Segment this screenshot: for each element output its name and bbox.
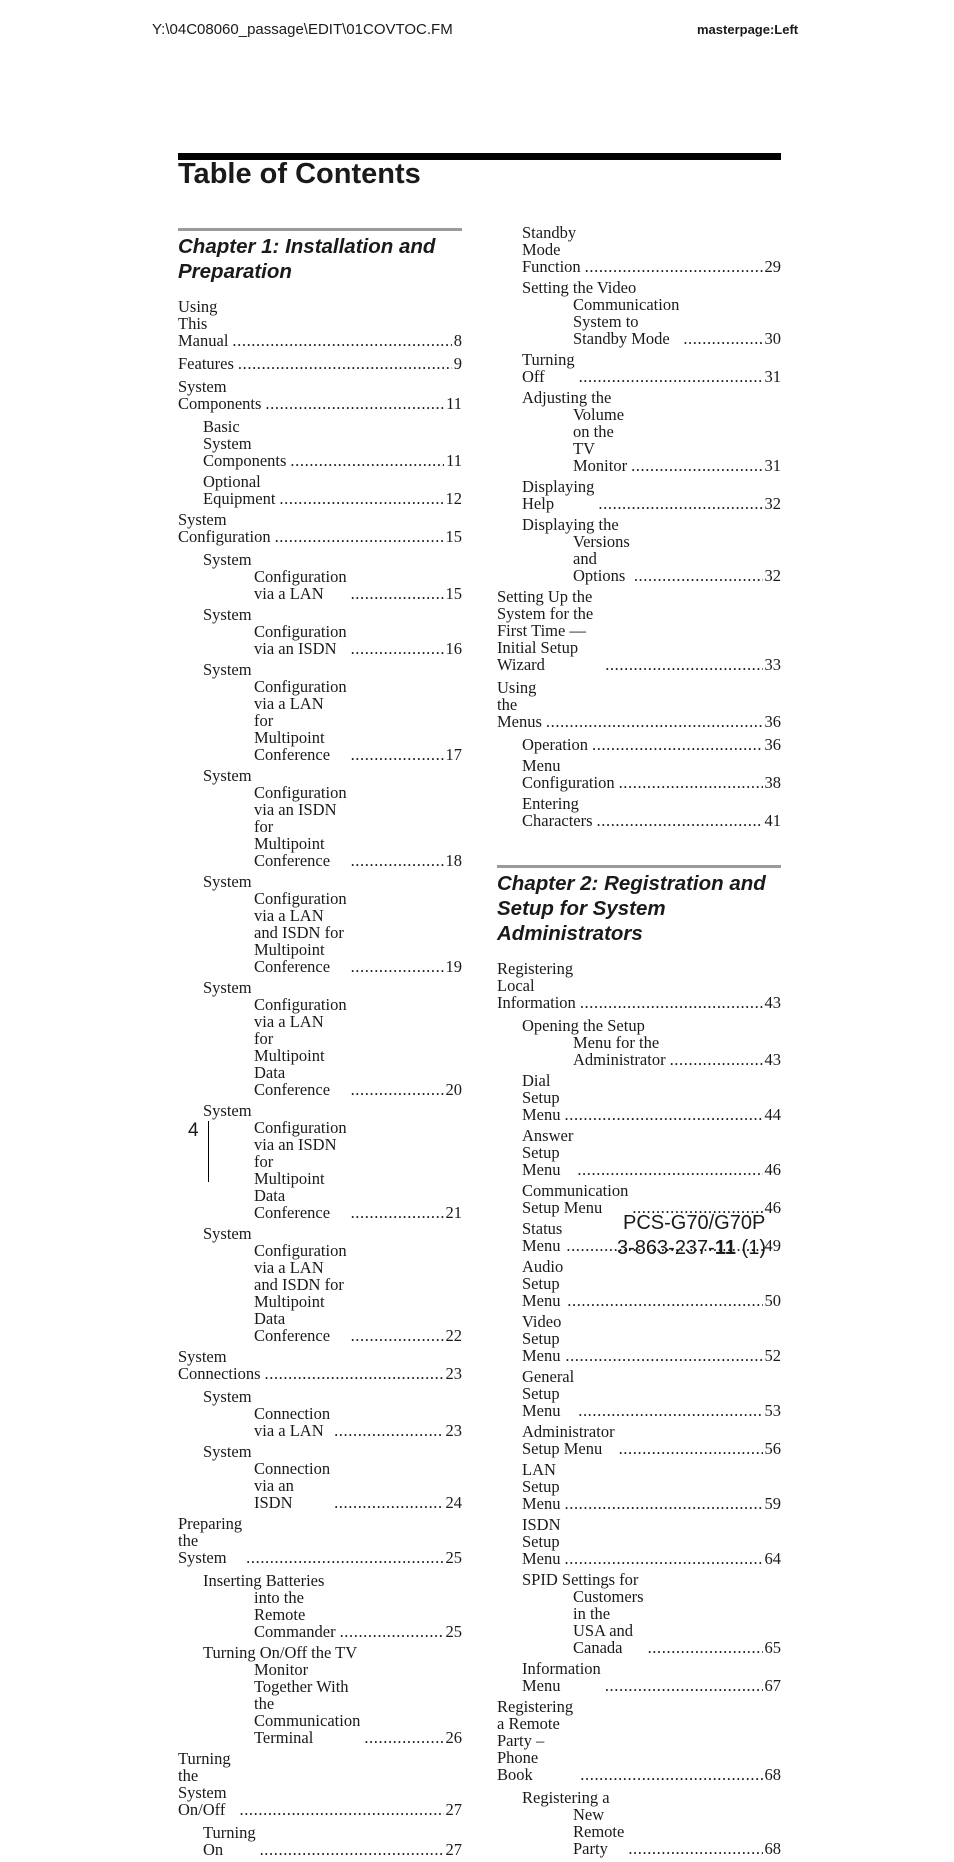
leader-dots (238, 355, 452, 372)
toc-page-number: 11 (446, 451, 462, 470)
leader-dots (683, 330, 762, 347)
toc-entry[interactable] (497, 1698, 781, 1783)
toc-page-number: 36 (764, 712, 781, 731)
leader-dots (592, 736, 763, 753)
toc-entry[interactable] (497, 588, 781, 673)
toc-page-number: 26 (445, 1728, 462, 1747)
toc-page-number: 23 (445, 1421, 462, 1440)
toc-page-number: 24 (445, 1493, 462, 1512)
toc-entry[interactable] (178, 355, 462, 372)
toc-page-number: 68 (764, 1765, 781, 1784)
toc-page-number: 22 (445, 1326, 462, 1345)
toc-entry-text: Turning On/Off the TV Monitor Together With the Communication Terminal (203, 1643, 361, 1747)
toc-entry-text: Using the Menus (497, 678, 542, 731)
toc-column-right (497, 224, 781, 1861)
toc-page-number: 46 (764, 1160, 781, 1179)
toc-entry[interactable] (178, 1515, 462, 1566)
toc-page-number: 12 (445, 489, 462, 508)
toc-subentry[interactable] (497, 1127, 781, 1178)
model-number: PCS-G70/G70P (623, 1212, 766, 1234)
leader-dots (334, 1494, 443, 1511)
toc-subentry[interactable] (497, 516, 781, 584)
toc-entry-text: System Configuration via a LAN and ISDN for Multipoint Conference (203, 872, 347, 976)
toc-entry-text: Answer Setup Menu (522, 1126, 574, 1179)
toc-page-number: 15 (445, 584, 462, 603)
toc-page-number: 52 (764, 1346, 781, 1365)
toc-page-number: 49 (764, 1236, 781, 1255)
toc-entry-text: Registering a New Remote Party (522, 1788, 625, 1858)
toc-entry-text: Displaying the Versions and Options (522, 515, 630, 585)
toc-subentry[interactable] (497, 1258, 781, 1309)
leader-dots (634, 567, 763, 584)
document-code-suffix: (1) (736, 1237, 766, 1259)
toc-entry-text: Operation (522, 735, 588, 754)
leader-dots (351, 1327, 444, 1344)
toc-page-number: 29 (764, 257, 781, 276)
leader-dots (577, 1161, 762, 1178)
toc-page-number: 36 (764, 735, 781, 754)
leader-dots (290, 452, 444, 469)
toc-entry-text: General Setup Menu (522, 1367, 575, 1420)
toc-page-number: 67 (764, 1676, 781, 1695)
toc-entry-text: SPID Settings for Customers in the USA and Canada (522, 1570, 644, 1657)
leader-dots (565, 1347, 762, 1364)
leader-dots (239, 1801, 443, 1818)
toc-subentry[interactable] (178, 418, 462, 469)
toc-subentry[interactable] (497, 1571, 781, 1656)
toc-subentry[interactable] (178, 767, 462, 869)
toc-page-number: 15 (445, 527, 462, 546)
toc-page-number: 53 (764, 1401, 781, 1420)
toc-entry-text: Registering a Remote Party – Phone Book (497, 1697, 574, 1784)
toc-entry-text: Standby Mode Function (522, 223, 581, 276)
chapter-2-heading (497, 865, 781, 946)
toc-page-number: 9 (453, 354, 462, 373)
toc-subentry[interactable] (178, 473, 462, 507)
leader-dots (260, 1841, 444, 1858)
chapter-2-heading-line2: Setup for System (497, 897, 666, 920)
leader-dots (605, 656, 762, 673)
toc-page-number: 65 (764, 1638, 781, 1657)
leader-dots (565, 1106, 763, 1123)
toc-subentry[interactable] (178, 1225, 462, 1344)
toc-entry-text: Menu Configuration (522, 756, 615, 792)
leader-dots (351, 640, 444, 657)
toc-entry-text: Optional Equipment (203, 472, 276, 508)
toc-subentry[interactable] (497, 1182, 781, 1216)
toc-page-number: 17 (445, 745, 462, 764)
toc-page-number: 19 (445, 957, 462, 976)
leader-dots (605, 1677, 763, 1694)
toc-subentry[interactable] (497, 1072, 781, 1123)
toc-page-number: 50 (764, 1291, 781, 1310)
toc-entry-text: Dial Setup Menu (522, 1071, 561, 1124)
toc-subentry[interactable] (497, 1368, 781, 1419)
toc-entry[interactable] (497, 679, 781, 730)
toc-entry-text: Displaying Help (522, 477, 595, 513)
toc-entry-text: System Configuration via a LAN for Multipoint Conference (203, 660, 347, 764)
toc-page-number: 43 (764, 993, 781, 1012)
toc-page-number: 59 (764, 1494, 781, 1513)
toc-subentry[interactable] (178, 873, 462, 975)
document-code-bold: 11 (714, 1237, 736, 1259)
toc-entry-text: Turning the System On/Off (178, 1749, 231, 1819)
toc-entry-text: Status Menu (522, 1219, 563, 1255)
leader-dots (648, 1639, 763, 1656)
toc-subentry[interactable] (497, 389, 781, 474)
toc-page-number: 25 (445, 1548, 462, 1567)
leader-dots (565, 1495, 763, 1512)
toc-entry-text: Video Setup Menu (522, 1312, 562, 1365)
chapter-1-heading (178, 228, 462, 284)
toc-page-number: 30 (764, 329, 781, 348)
toc-entry-text: Audio Setup Menu (522, 1257, 564, 1310)
toc-page-number: 41 (764, 811, 781, 830)
toc-page-number: 21 (445, 1203, 462, 1222)
toc-column-left (178, 228, 462, 1862)
chapter-2-heading-line1: Chapter 2: Registration and (497, 872, 766, 895)
toc-entry-text: Adjusting the Volume on the TV Monitor (522, 388, 628, 475)
leader-dots (351, 1081, 444, 1098)
toc-page-number: 64 (764, 1549, 781, 1568)
toc-subentry[interactable] (497, 757, 781, 791)
leader-dots (580, 1766, 762, 1783)
leader-dots (631, 457, 762, 474)
leader-dots (279, 490, 443, 507)
toc-entry-text: Basic System Components (203, 417, 287, 470)
toc-entry-text: System Configuration via an ISDN for Multipoint Data Conference (203, 1101, 347, 1222)
page-number: 4 (188, 1120, 199, 1141)
toc-subentry[interactable] (497, 279, 781, 347)
toc-entry-text: ISDN Setup Menu (522, 1515, 561, 1568)
leader-dots (265, 395, 444, 412)
leader-dots (580, 994, 763, 1011)
toc-entry-text: Inserting Batteries into the Remote Commander (203, 1571, 336, 1641)
toc-entry-text: System Configuration via a LAN and ISDN for Multipoint Data Conference (203, 1224, 347, 1345)
leader-dots (275, 528, 444, 545)
leader-dots (670, 1051, 763, 1068)
toc-entry-text: System Configuration via an ISDN (203, 605, 347, 658)
leader-dots (585, 258, 763, 275)
toc-subentry[interactable] (497, 1516, 781, 1567)
toc-entry-text: System Configuration (178, 510, 271, 546)
toc-page-number: 38 (764, 773, 781, 792)
leader-dots (246, 1549, 443, 1566)
leader-dots (351, 746, 444, 763)
leader-dots (628, 1840, 762, 1857)
toc-entry-text: System Configuration via a LAN for Multipoint Data Conference (203, 978, 347, 1099)
toc-page-number: 32 (764, 494, 781, 513)
toc-entry[interactable] (497, 960, 781, 1011)
toc-page-number: 11 (446, 394, 462, 413)
header-masterpage: masterpage:Left (697, 22, 799, 37)
toc-page-number: 32 (764, 566, 781, 585)
toc-page-number: 68 (764, 1839, 781, 1858)
toc-page-number: 25 (445, 1622, 462, 1641)
leader-dots (565, 1550, 763, 1567)
document-code (617, 1237, 766, 1260)
toc-page-number: 44 (764, 1105, 781, 1124)
toc-entry-text: Communication Setup Menu (522, 1181, 629, 1217)
document-code-prefix: 3-863-237- (617, 1237, 715, 1259)
toc-entry-text: Entering Characters (522, 794, 593, 830)
toc-page-number: 31 (764, 367, 781, 386)
toc-page-number: 33 (764, 655, 781, 674)
toc-entry[interactable] (178, 511, 462, 545)
chapter-2-heading-line3: Administrators (497, 922, 643, 945)
toc-subentry[interactable] (178, 1644, 462, 1746)
toc-entry-text: Setting Up the System for the First Time — Initial Setup Wizard (497, 587, 594, 674)
toc-subentry[interactable] (497, 1660, 781, 1694)
toc-entry-text: System Connection via an ISDN (203, 1442, 331, 1512)
leader-dots (619, 1440, 763, 1457)
leader-dots (232, 332, 451, 349)
toc-page-number: 23 (445, 1364, 462, 1383)
leader-dots (364, 1729, 443, 1746)
toc-subentry[interactable] (497, 1313, 781, 1364)
footer-rule (208, 1121, 209, 1182)
toc-page-number: 18 (445, 851, 462, 870)
leader-dots (351, 1204, 444, 1221)
toc-subentry[interactable] (497, 351, 781, 385)
toc-subentry[interactable] (178, 1388, 462, 1439)
leader-dots (351, 585, 444, 602)
toc-entry-text: Registering Local Information (497, 959, 576, 1012)
toc-subentry[interactable] (497, 736, 781, 753)
toc-page-number: 27 (445, 1800, 462, 1819)
toc-entry[interactable] (178, 298, 462, 349)
toc-subentry[interactable] (178, 1824, 462, 1858)
toc-subentry[interactable] (178, 979, 462, 1098)
toc-page-number: 46 (764, 1198, 781, 1217)
header-file-path: Y:\04C08060_passage\EDIT\01COVTOC.FM (152, 21, 453, 38)
toc-subentry[interactable] (497, 795, 781, 829)
leader-dots (334, 1422, 443, 1439)
toc-subentry[interactable] (178, 1572, 462, 1640)
toc-subentry[interactable] (497, 1017, 781, 1068)
toc-subentry[interactable] (178, 551, 462, 602)
toc-entry-text: Features (178, 354, 234, 373)
leader-dots (619, 774, 763, 791)
leader-dots (265, 1365, 444, 1382)
leader-dots (351, 852, 444, 869)
toc-subentry[interactable] (497, 1423, 781, 1457)
toc-subentry[interactable] (497, 224, 781, 275)
toc-entry-text: Turning Off (522, 350, 575, 386)
toc-subentry[interactable] (497, 1789, 781, 1857)
leader-dots (598, 495, 762, 512)
toc-page-number: 16 (445, 639, 462, 658)
toc-page-number: 20 (445, 1080, 462, 1099)
toc-entry-text: System Connections (178, 1347, 261, 1383)
leader-dots (351, 958, 444, 975)
toc-entry-text: LAN Setup Menu (522, 1460, 561, 1513)
toc-page-number: 43 (764, 1050, 781, 1069)
toc-entry-text: System Connection via a LAN (203, 1387, 331, 1440)
toc-entry-text: Administrator Setup Menu (522, 1422, 615, 1458)
leader-dots (579, 368, 763, 385)
chapter-1-heading-line2: Preparation (178, 260, 292, 283)
toc-page-number: 8 (453, 331, 462, 350)
toc-subentry[interactable] (497, 1461, 781, 1512)
toc-entry[interactable] (178, 1750, 462, 1818)
toc-subentry[interactable] (178, 606, 462, 657)
toc-page-number: 56 (764, 1439, 781, 1458)
toc-page-number: 27 (445, 1840, 462, 1859)
leader-dots (567, 1292, 762, 1309)
toc-subentry[interactable] (178, 1443, 462, 1511)
toc-page-number: 31 (764, 456, 781, 475)
toc-subentry[interactable] (497, 478, 781, 512)
toc-entry-text: Opening the Setup Menu for the Administrator (522, 1016, 666, 1069)
chapter-1-heading-line1: Chapter 1: Installation and (178, 235, 436, 258)
toc-entry-text: System Configuration via an ISDN for Multipoint Conference (203, 766, 347, 870)
toc-entry[interactable] (178, 1348, 462, 1382)
toc-entry-text: Using This Manual (178, 297, 229, 350)
toc-entry-text: System Components (178, 377, 262, 413)
toc-entry-text: Information Menu (522, 1659, 601, 1695)
leader-dots (546, 713, 763, 730)
leader-dots (340, 1623, 444, 1640)
leader-dots (597, 812, 763, 829)
leader-dots (578, 1402, 762, 1419)
toc-entry-text: Preparing the System (178, 1514, 243, 1567)
toc-entry-text: System Configuration via a LAN (203, 550, 347, 603)
page-title: Table of Contents (178, 158, 421, 190)
toc-subentry[interactable] (178, 661, 462, 763)
toc-entry[interactable] (178, 378, 462, 412)
toc-entry-text: Setting the Video Communication System to Standby Mode (522, 278, 680, 348)
toc-subentry[interactable] (178, 1102, 462, 1221)
toc-entry-text: Turning On (203, 1823, 256, 1859)
